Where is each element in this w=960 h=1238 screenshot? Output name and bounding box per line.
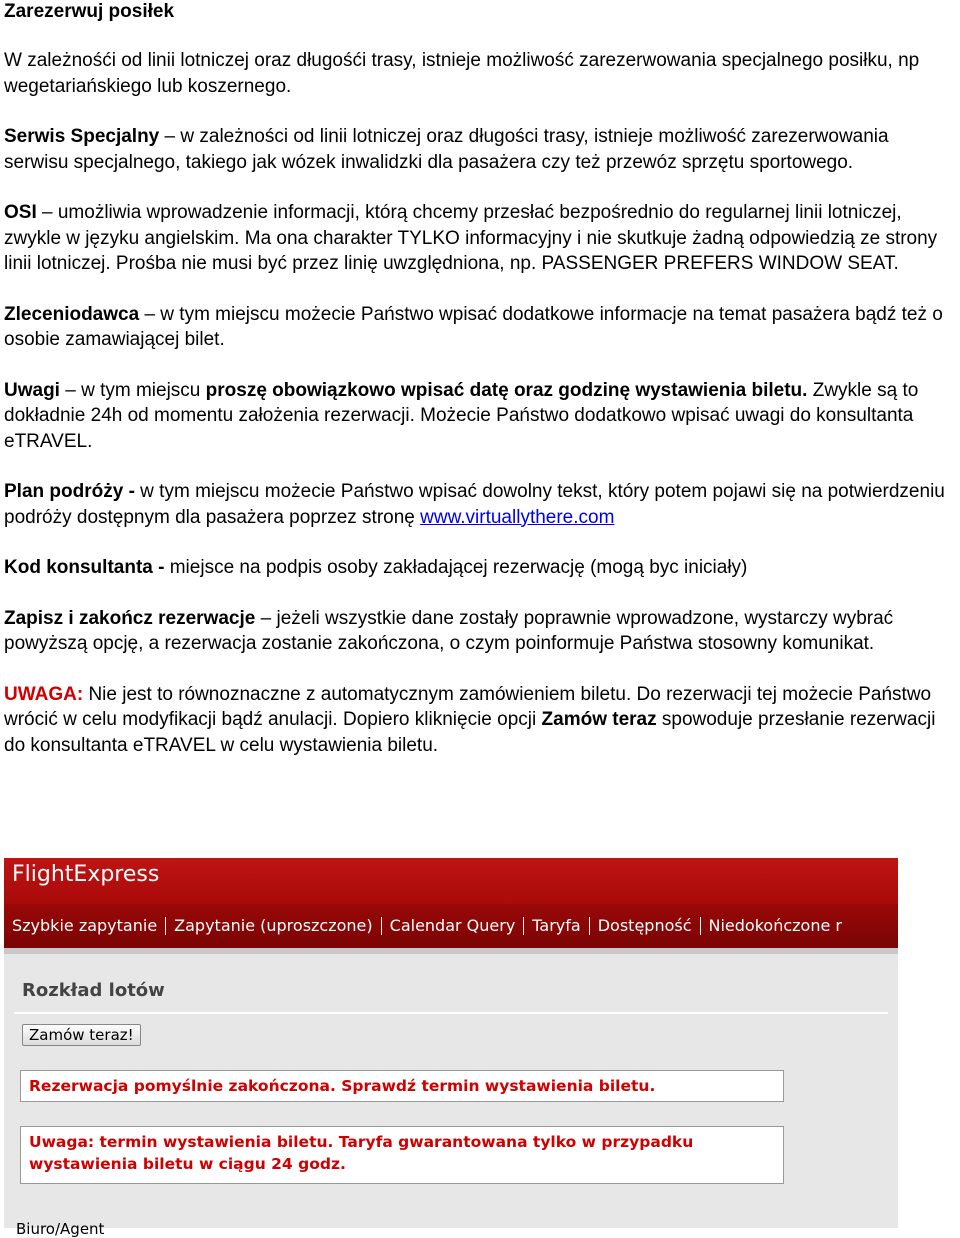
nav-item-fare[interactable]: Taryfa (524, 917, 589, 935)
ordering-party-text: w tym miejscu możecie Państwo wpisać dodatkowe informacje na temat pasażera bądź też o osobie zamawiającej bilet. (4, 303, 943, 350)
nav-item-availability[interactable]: Dostępność (590, 917, 701, 935)
page-title: Zarezerwuj posiłek (4, 1, 175, 22)
section-title: Rozkład lotów (22, 980, 165, 1001)
dash: – (36, 202, 58, 223)
main-nav (4, 904, 898, 954)
order-now-term: Zamów teraz (541, 709, 657, 730)
remarks-term: Uwagi (4, 379, 60, 401)
flightexpress-screenshot (4, 858, 898, 1238)
nav-item-unfinished[interactable]: Niedokończone r (708, 916, 842, 935)
divider (14, 1012, 888, 1014)
document (4, 0, 956, 783)
app-logo: FlightExpress (12, 862, 160, 887)
travel-plan-text: w tym miejscu możecie Państwo wpisać dowolny tekst, który potem pojawi się na potwierdzeniu podróży dostępnym dla pasażera poprzez stronę (4, 481, 945, 528)
remarks-text: w tym miejscu (81, 379, 206, 401)
dash: – (139, 303, 161, 325)
success-message: Rezerwacja pomyślnie zakończona. Sprawdź termin wystawienia biletu. (20, 1070, 784, 1102)
intro-paragraph: W zależnośći od linii lotniczej oraz długośći trasy, istnieje możliwość zarezerwowania specjalnego posiłku, np wegetariańskiego lub koszernego. (4, 50, 920, 97)
notice-message: Uwaga: termin wystawienia biletu. Taryfa gwarantowana tylko w przypadku wystawienia biletu w ciągu 24 godz. (20, 1126, 784, 1184)
remarks-text-after: Zwykle są to dokładnie 24h od momentu założenia rezerwacji. Możecie Państwo dodatkowo wpisać uwagi do konsultanta eTRAVEL. (4, 379, 919, 452)
special-service-term: Serwis Specjalny (4, 126, 160, 147)
agent-label: Biuro/Agent (16, 1220, 105, 1238)
nav-item-calendar-query[interactable]: Calendar Query (382, 917, 525, 935)
special-service-paragraph (4, 124, 956, 175)
remarks-bold-text: proszę obowiązkowo wpisać datę oraz godzinę wystawienia biletu. (205, 379, 808, 401)
nav-item-simplified-query[interactable]: Zapytanie (uproszczone) (166, 917, 381, 935)
nav-item-quick-query[interactable]: Szybkie zapytanie (4, 917, 166, 935)
special-service-text: w zależności od linii lotniczej oraz długości trasy, istnieje możliwość zarezerwowania serwisu specjalnego, takiego jak wózek inwalidzki dla pasażera czy też przewóz sprzętu sportowego. (4, 126, 889, 173)
warning-text-after: spowoduje przesłanie rezerwacji do konsultanta eTRAVEL w celu wystawienia biletu. (4, 709, 936, 756)
consultant-code-paragraph (4, 555, 956, 581)
consultant-code-text: miejsce na podpis osoby zakładającej rezerwację (mogą byc iniciały) (169, 557, 748, 578)
dash: – (255, 607, 277, 629)
ordering-party-term: Zleceniodawca (4, 303, 140, 325)
osi-paragraph (4, 200, 956, 277)
osi-term: OSI (4, 202, 37, 223)
save-finish-text: jeżeli wszystkie dane zostały poprawnie wprowadzone, wystarczy wybrać powyższą opcję, a rezerwacja zostanie zakończona, o czym poinformuje Państwa stosowny komunikat. (4, 607, 894, 654)
order-now-button[interactable]: Zamów teraz! (22, 1024, 141, 1046)
warning-label: UWAGA: (4, 683, 89, 705)
ordering-party-paragraph (4, 302, 956, 353)
consultant-code-term: Kod konsultanta - (4, 557, 170, 578)
virtuallythere-link[interactable]: www.virtuallythere.com (420, 506, 615, 528)
osi-text: umożliwia wprowadzenie informacji, którą chcemy przesłać bezpośrednio do regularnej linii lotniczej, zwykle w języku angielskim. Ma ona charakter TYLKO informacyjny i nie skutkuje żadną odpowiedzią ze strony linii lotniczej. Prośba nie musi być przez linię uwzględniona, np. PASSENGER PREFERS WINDOW SEAT. (4, 202, 938, 274)
app-header (4, 858, 898, 904)
travel-plan-paragraph (4, 479, 956, 530)
dash: – (59, 379, 82, 401)
warning-text: Nie jest to równoznaczne z automatycznym zamówieniem biletu. Do rezerwacji tej możecie Państwo wrócić w celu modyfikacji bądź anulacji. Dopiero kliknięcie opcji (4, 683, 932, 730)
travel-plan-term: Plan podróży - (4, 481, 135, 502)
remarks-paragraph (4, 378, 956, 455)
app-body (4, 980, 898, 1184)
save-finish-term: Zapisz i zakończ rezerwacje (4, 607, 256, 629)
dash: – (159, 126, 181, 147)
warning-paragraph (4, 682, 956, 759)
save-finish-paragraph (4, 606, 956, 657)
